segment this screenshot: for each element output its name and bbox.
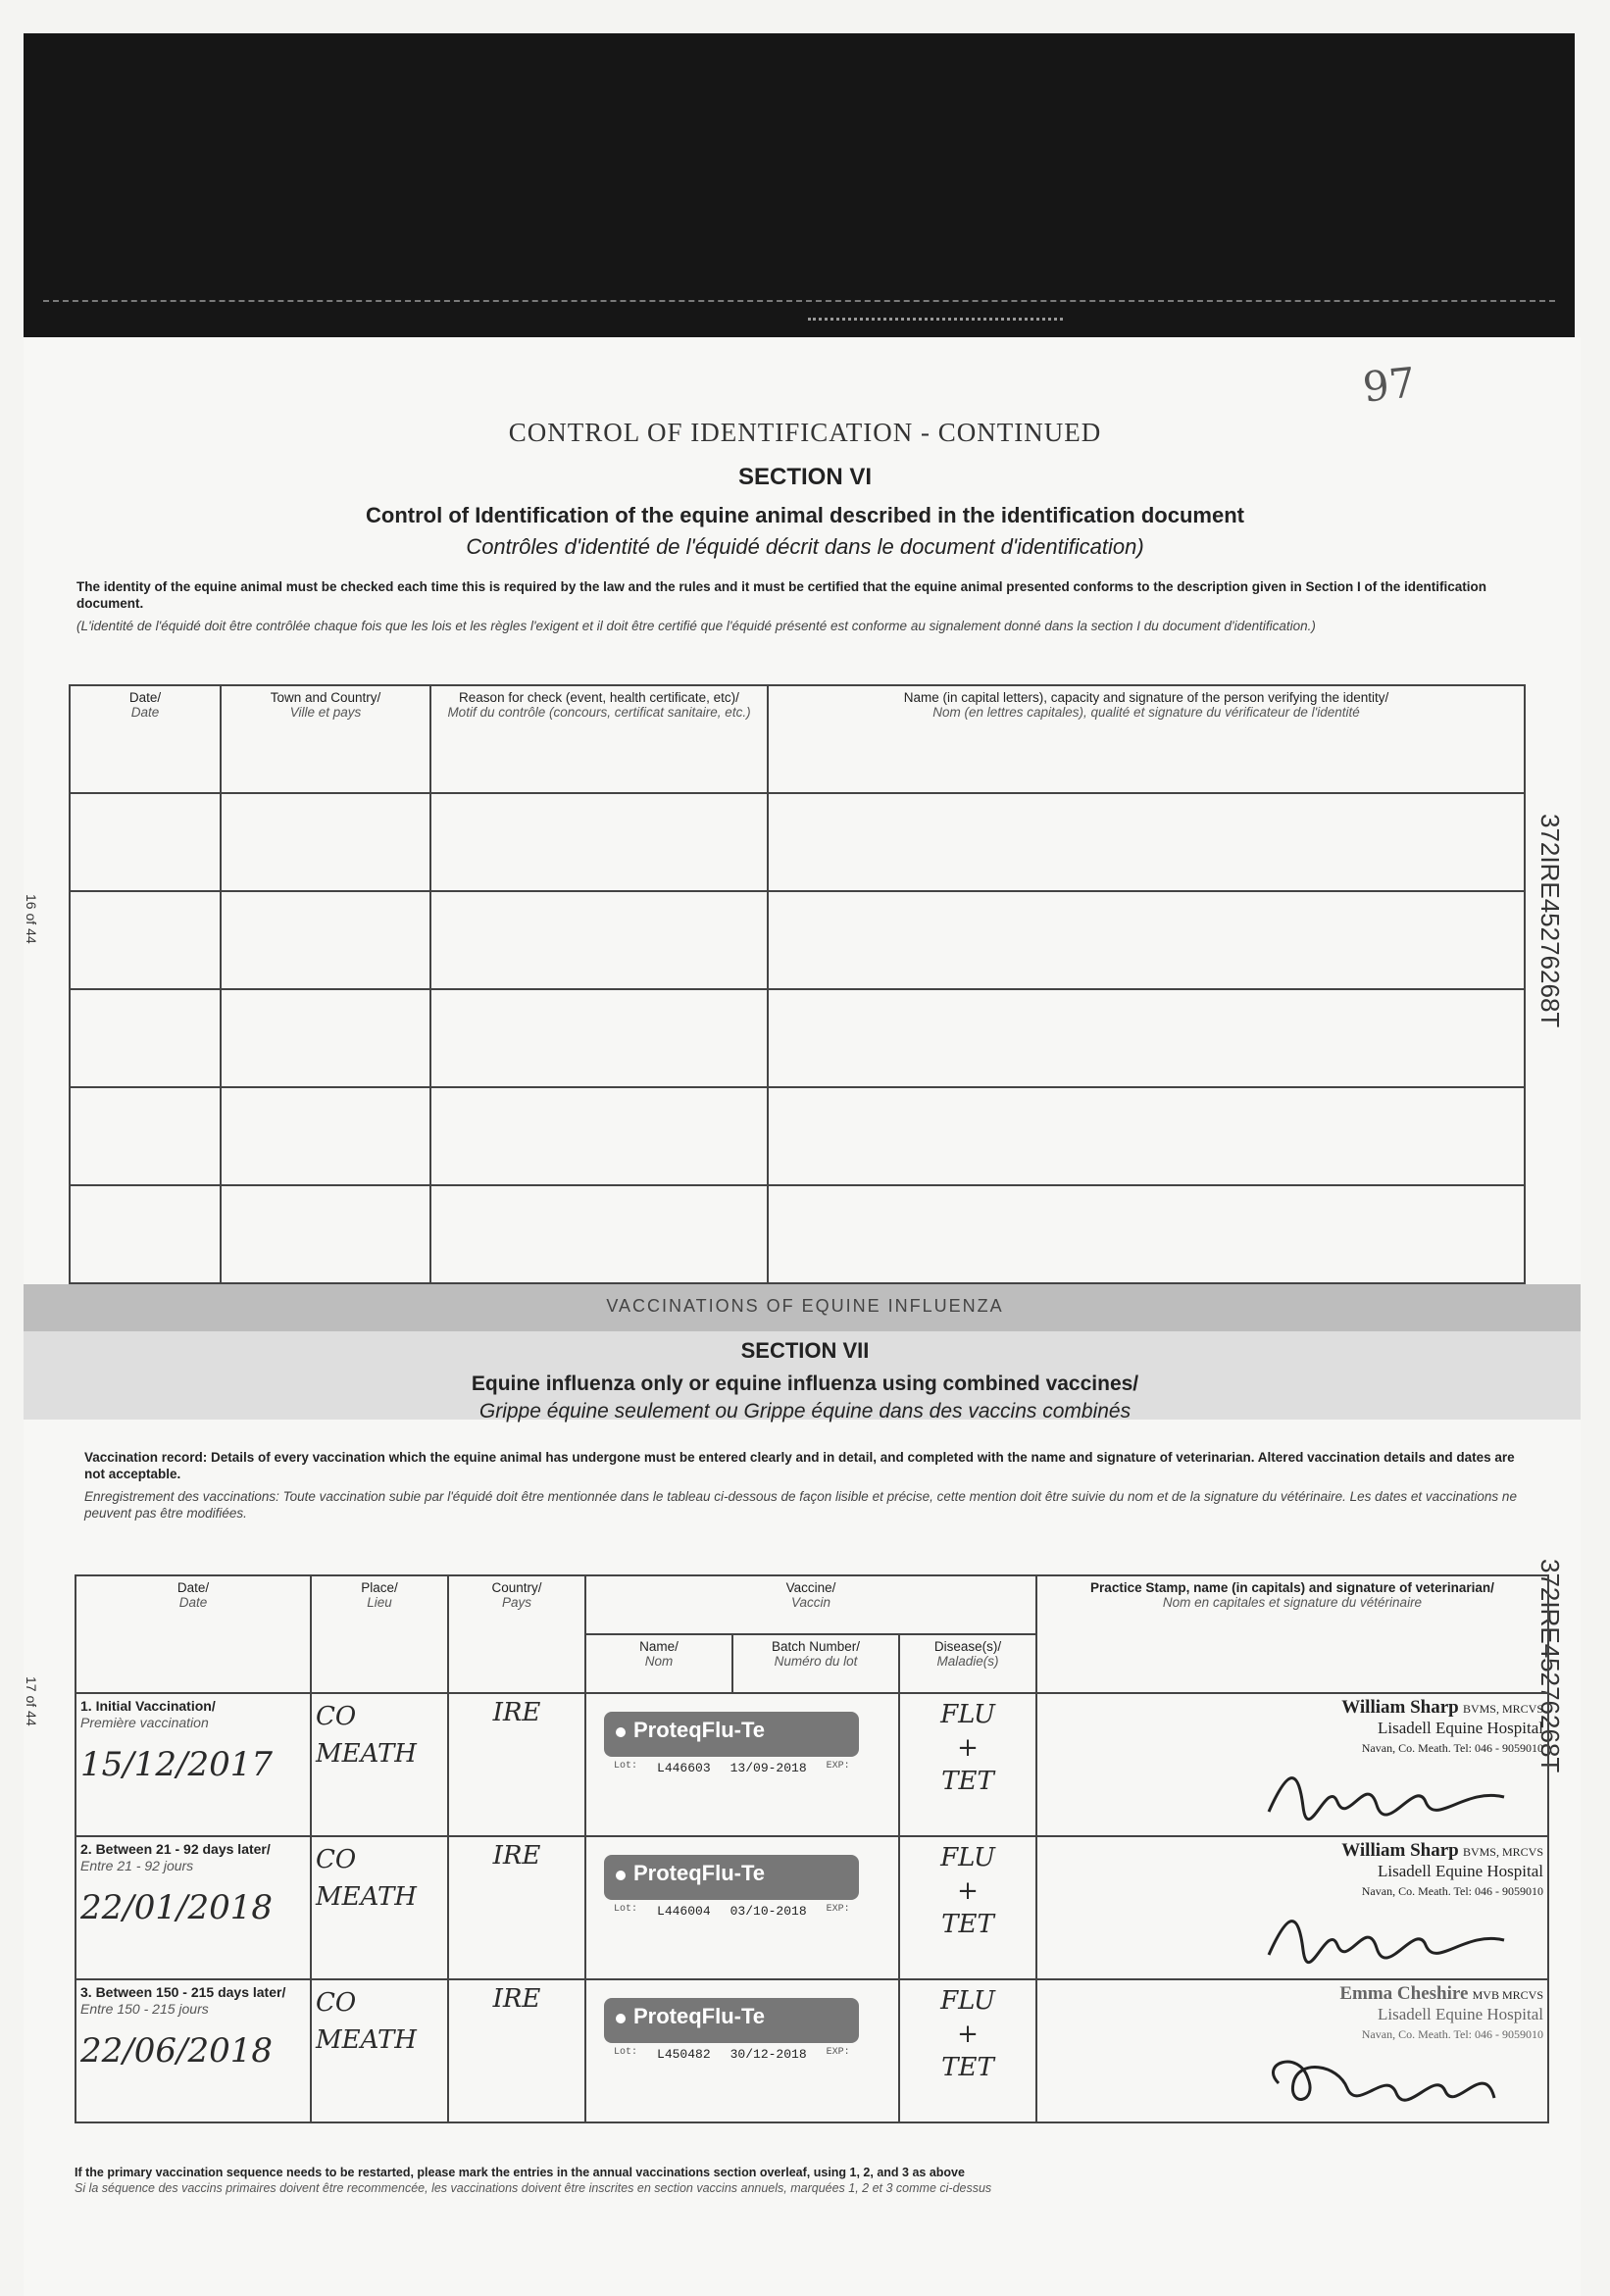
country-cell: IRE [448,1693,585,1836]
passport-id: 372IRE45276268T [1535,814,1565,1028]
vet-stamp-cell: Emma Cheshire MVB MRCVS Lisadell Equine Hospital Navan, Co. Meath. Tel: 046 - 9059010 [1036,1979,1548,2122]
section-subtitle-fr: Contrôles d'identité de l'équidé décrit dans le document d'identification) [466,534,1144,559]
page-label: 16 of 44 [24,894,39,944]
signature-image [1249,2044,1543,2113]
vaccination-record-text-fr: Enregistrement des vaccinations: Toute vaccination subie par l'équidé doit être mentionnée dans le tableau ci-dessous de façon lisible et précise, cette mention doit être suivie du nom et de la signature du vétérinaire. Les dates et vaccinations ne peuvent pas être modifiées. [84,1489,1517,1521]
vaccine-sticker: ProteqFlu-Te [604,1855,859,1900]
signature-image [1249,1901,1543,1970]
section-heading: SECTION VII [740,1338,870,1363]
place-cell: CO MEATH [311,1979,448,2122]
footnote: If the primary vaccination sequence needs to be restarted, please mark the entries in the annual vaccinations section overleaf, using 1, 2, and 3 as above Si la séquence des vaccins primaires doivent être recommencée, les vaccinations doivent être inscrites en section vaccins annuels, marquées 1, 2 et 3 comme ci-dessus [75,2166,992,2195]
table-row [70,793,1525,891]
vet-stamp-cell: William Sharp BVMS, MRCVS Lisadell Equine Hospital Navan, Co. Meath. Tel: 046 - 9059010 [1036,1693,1548,1836]
section-subtitle: Equine influenza only or equine influenza using combined vaccines/ [471,1373,1139,1395]
vet-stamp-cell: William Sharp BVMS, MRCVS Lisadell Equine Hospital Navan, Co. Meath. Tel: 046 - 9059010 [1036,1836,1548,1979]
handwritten-date: 22/01/2018 [80,1888,273,1927]
perforation-line [808,318,1063,321]
vaccine-sticker: ProteqFlu-Te [604,1712,859,1757]
sticker-logo-icon [616,2014,626,2023]
col-town-country: Town and Country/ Ville et pays [221,685,430,793]
vaccine-sticker-cell: ProteqFlu-Te Lot: L446004 03/10-2018 EXP: [585,1836,899,1979]
place-cell: CO MEATH [311,1836,448,1979]
col-disease: Disease(s)/ Maladie(s) [899,1634,1036,1693]
col-date: Date/ Date [70,685,221,793]
vaccination-table [75,1574,1549,2123]
table-row [75,1979,1548,2122]
col-country: Country/ Pays [448,1575,585,1693]
col-vaccine: Vaccine/ Vaccin [585,1575,1036,1634]
col-stamp: Practice Stamp, name (in capitals) and signature of veterinarian/ Nom en capitales et signature du vétérinaire [1036,1575,1548,1693]
sticker-logo-icon [616,1871,626,1880]
table-row [75,1836,1548,1979]
page-title: CONTROL OF IDENTIFICATION - CONTINUED [508,418,1102,447]
scanner-cover-band [24,33,1575,337]
handwritten-date: 15/12/2017 [80,1745,273,1784]
table-row [70,1087,1525,1185]
table-row [70,1185,1525,1283]
page-label: 17 of 44 [24,1676,39,1726]
disease-cell: FLU + TET [899,1836,1036,1979]
section-subtitle: Control of Identification of the equine animal described in the identification document [366,503,1244,527]
country-cell: IRE [448,1979,585,2122]
intro-text: The identity of the equine animal must be checked each time this is required by the law and the rules and it must be certified that the equine animal presented conforms to the description given in Section I of the identification document. [76,579,1487,611]
section-subtitle-fr: Grippe équine seulement ou Grippe équine dans des vaccins combinés [478,1400,1132,1423]
country-cell: IRE [448,1836,585,1979]
place-cell: CO MEATH [311,1693,448,1836]
identity-check-table [69,684,1526,1284]
vaccine-sticker-cell: ProteqFlu-Te Lot: L450482 30/12-2018 EXP: [585,1979,899,2122]
section-heading: SECTION VI [737,464,873,490]
date-cell: 2. Between 21 - 92 days later/ Entre 21 - 92 jours 22/01/2018 [75,1836,311,1979]
vaccine-sticker-cell: ProteqFlu-Te Lot: L446603 13/09-2018 EXP: [585,1693,899,1836]
vaccine-sticker: ProteqFlu-Te [604,1998,859,2043]
col-place: Place/ Lieu [311,1575,448,1693]
disease-cell: FLU + TET [899,1693,1036,1836]
sticker-logo-icon [616,1727,626,1737]
table-row [75,1693,1548,1836]
col-date: Date/ Date [75,1575,311,1693]
col-batch: Batch Number/ Numéro du lot [732,1634,899,1693]
band-title: VACCINATIONS OF EQUINE INFLUENZA [606,1296,1004,1316]
passport-id: 372IRE45276268T [1535,1559,1565,1773]
date-cell: 3. Between 150 - 215 days later/ Entre 150 - 215 jours 22/06/2018 [75,1979,311,2122]
table-row [70,891,1525,989]
date-cell: 1. Initial Vaccination/ Première vaccination 15/12/2017 [75,1693,311,1836]
perforation-line [43,300,1555,302]
col-reason: Reason for check (event, health certificate, etc)/ Motif du contrôle (concours, certificat sanitaire, etc.) [430,685,768,793]
table-row [70,989,1525,1087]
col-verifier: Name (in capital letters), capacity and signature of the person verifying the identity/ Nom (en lettres capitales), qualité et signature du vérificateur de l'identité [768,685,1525,793]
handwritten-page-number: 97 [1360,358,1418,412]
intro-text-fr: (L'identité de l'équidé doit être contrôlée chaque fois que les lois et les règles l'exigent et il doit être certifié que l'équidé présenté est conforme au signalement donné dans la section I du document d'identification.) [76,619,1316,633]
vaccination-record-text: Vaccination record: Details of every vaccination which the equine animal has undergone must be entered clearly and in detail, and completed with the name and signature of veterinarian. Altered vaccination details and dates are not acceptable. [84,1450,1515,1481]
col-vaccine-name: Name/ Nom [585,1634,732,1693]
disease-cell: FLU + TET [899,1979,1036,2122]
signature-image [1249,1758,1543,1826]
handwritten-date: 22/06/2018 [80,2031,273,2071]
